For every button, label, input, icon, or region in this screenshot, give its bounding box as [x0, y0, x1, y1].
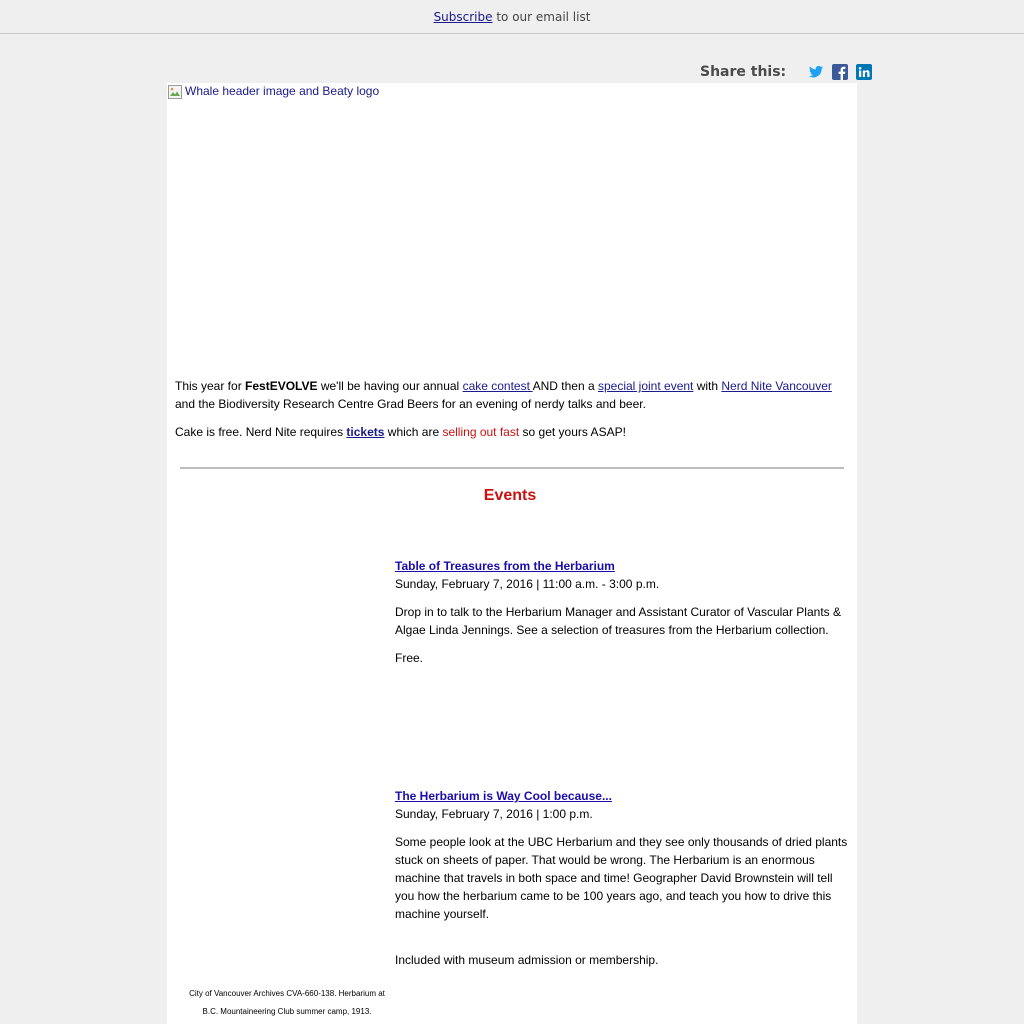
cake-contest-link[interactable]: cake contest [462, 379, 533, 393]
image-caption: City of Vancouver Archives CVA-660-138. Herbarium at B.C. Mountaineering Club summer camp, 1913. [189, 989, 385, 1016]
intro-text-span: which are [384, 425, 443, 439]
twitter-icon[interactable] [808, 64, 824, 80]
intro-text-span: Cake is free. Nerd Nite requires [175, 425, 347, 439]
intro-text-span: and the Biodiversity Research Centre Grad Beers for an evening of nerdy talks and beer. [175, 397, 646, 411]
header-image-alt[interactable]: Whale header image and Beaty logo [185, 84, 380, 98]
subscribe-text: to our email list [492, 10, 591, 24]
event-title-link[interactable]: Table of Treasures from the Herbarium [395, 559, 615, 573]
linkedin-icon[interactable] [856, 64, 872, 80]
event-description: Drop in to talk to the Herbarium Manager and Assistant Curator of Vascular Plants & Algae Linda Jennings. See a selection of treasures from the Herbarium collection. [395, 605, 841, 637]
intro-text-span: with [693, 379, 722, 393]
selling-out-text: selling out fast [442, 425, 520, 439]
intro-text-span: we'll be having our annual [317, 379, 463, 393]
intro-paragraph-1 [175, 377, 851, 413]
event-description: Some people look at the UBC Herbarium and they see only thousands of dried plants stuck on sheets of paper. That would be wrong. The Herbarium is an enormous machine that travels in both space and time! Geographer David Brownstein will tell you how the herbarium came to be 100 years ago, and teach you how to drive this machine yourself. [395, 835, 848, 921]
event-price: Included with museum admission or membership. [395, 953, 659, 967]
divider [180, 467, 844, 469]
intro-text [175, 377, 851, 451]
event-date: Sunday, February 7, 2016 | 11:00 a.m. - 3:00 p.m. [395, 577, 660, 591]
header-image[interactable] [167, 83, 857, 373]
share-bar [700, 62, 872, 82]
broken-image-icon [167, 84, 183, 100]
event-title-link[interactable]: The Herbarium is Way Cool because... [395, 789, 612, 803]
tickets-link[interactable]: tickets [346, 425, 385, 439]
intro-paragraph-2 [175, 423, 851, 441]
special-joint-event-link[interactable]: special joint event [597, 379, 694, 393]
event-date: Sunday, February 7, 2016 | 1:00 p.m. [395, 807, 593, 821]
festevolve-bold: FestEVOLVE [245, 379, 318, 393]
intro-text-span: so get yours ASAP! [519, 425, 626, 439]
subscribe-link[interactable]: Subscribe [433, 10, 493, 24]
facebook-icon[interactable] [832, 64, 848, 80]
subscribe-bar [0, 0, 1024, 34]
event-item [395, 557, 851, 677]
share-label: Share this: [700, 64, 787, 80]
intro-text-span: AND then a [532, 379, 598, 393]
event-item [395, 787, 851, 979]
newsletter-content [167, 83, 857, 1024]
events-heading: Events [483, 487, 537, 504]
event-price: Free. [395, 651, 424, 665]
nerd-nite-link[interactable]: Nerd Nite Vancouver [721, 379, 832, 393]
intro-text-span: This year for [175, 379, 246, 393]
